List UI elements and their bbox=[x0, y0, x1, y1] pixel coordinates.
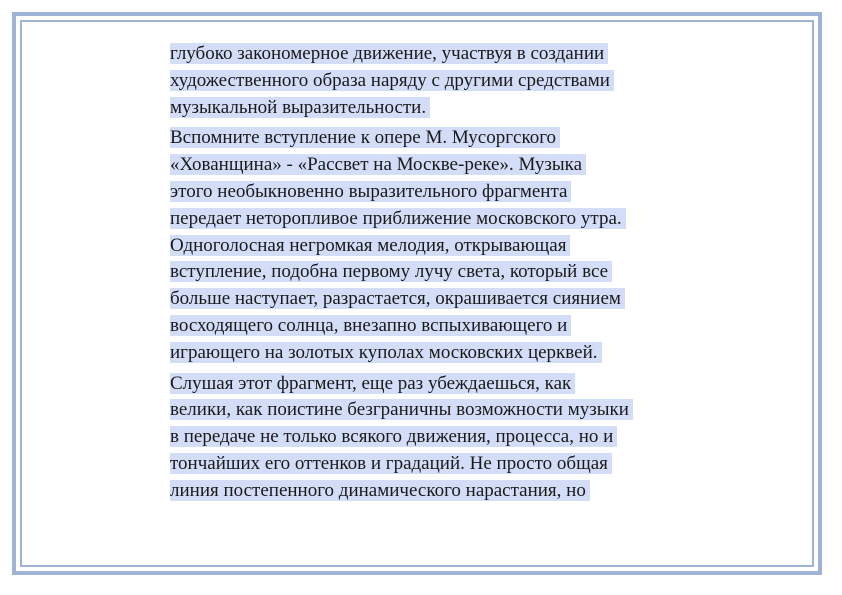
text-line: глубоко закономерное движение, участвуя в создании bbox=[170, 43, 608, 64]
text-line: восходящего солнца, внезапно вспыхивающего и bbox=[170, 315, 571, 336]
text-line: тончайших его оттенков и градаций. Не просто общая bbox=[170, 453, 612, 474]
text-line: играющего на золотых куполах московских церквей. bbox=[170, 342, 602, 363]
text-line: передает неторопливое приближение московского утра. bbox=[170, 208, 626, 229]
text-line: «Хованщина» - «Рассвет на Москве-реке». Музыка bbox=[170, 154, 586, 175]
text-line: этого необыкновенно выразительного фрагмента bbox=[170, 181, 571, 202]
text-line: линия постепенного динамического нарастания, но bbox=[170, 480, 590, 501]
paragraph-1 bbox=[170, 41, 695, 121]
paragraph-2 bbox=[170, 125, 695, 366]
text-line: Вспомните вступление к опере М. Мусоргского bbox=[170, 127, 560, 148]
text-line: художественного образа наряду с другими средствами bbox=[170, 70, 614, 91]
text-block bbox=[170, 41, 695, 509]
text-line: больше наступает, разрастается, окрашивается сиянием bbox=[170, 288, 625, 309]
text-line: в передаче не только всякого движения, процесса, но и bbox=[170, 426, 617, 447]
text-line: велики, как поистине безграничны возможности музыки bbox=[170, 399, 633, 420]
text-line: музыкальной выразительности. bbox=[170, 97, 430, 118]
text-line: вступление, подобна первому лучу света, который все bbox=[170, 261, 612, 282]
paragraph-3 bbox=[170, 371, 695, 505]
text-line: Одноголосная негромкая мелодия, открывающая bbox=[170, 235, 570, 256]
text-line: Слушая этот фрагмент, еще раз убеждаешься, как bbox=[170, 373, 575, 394]
